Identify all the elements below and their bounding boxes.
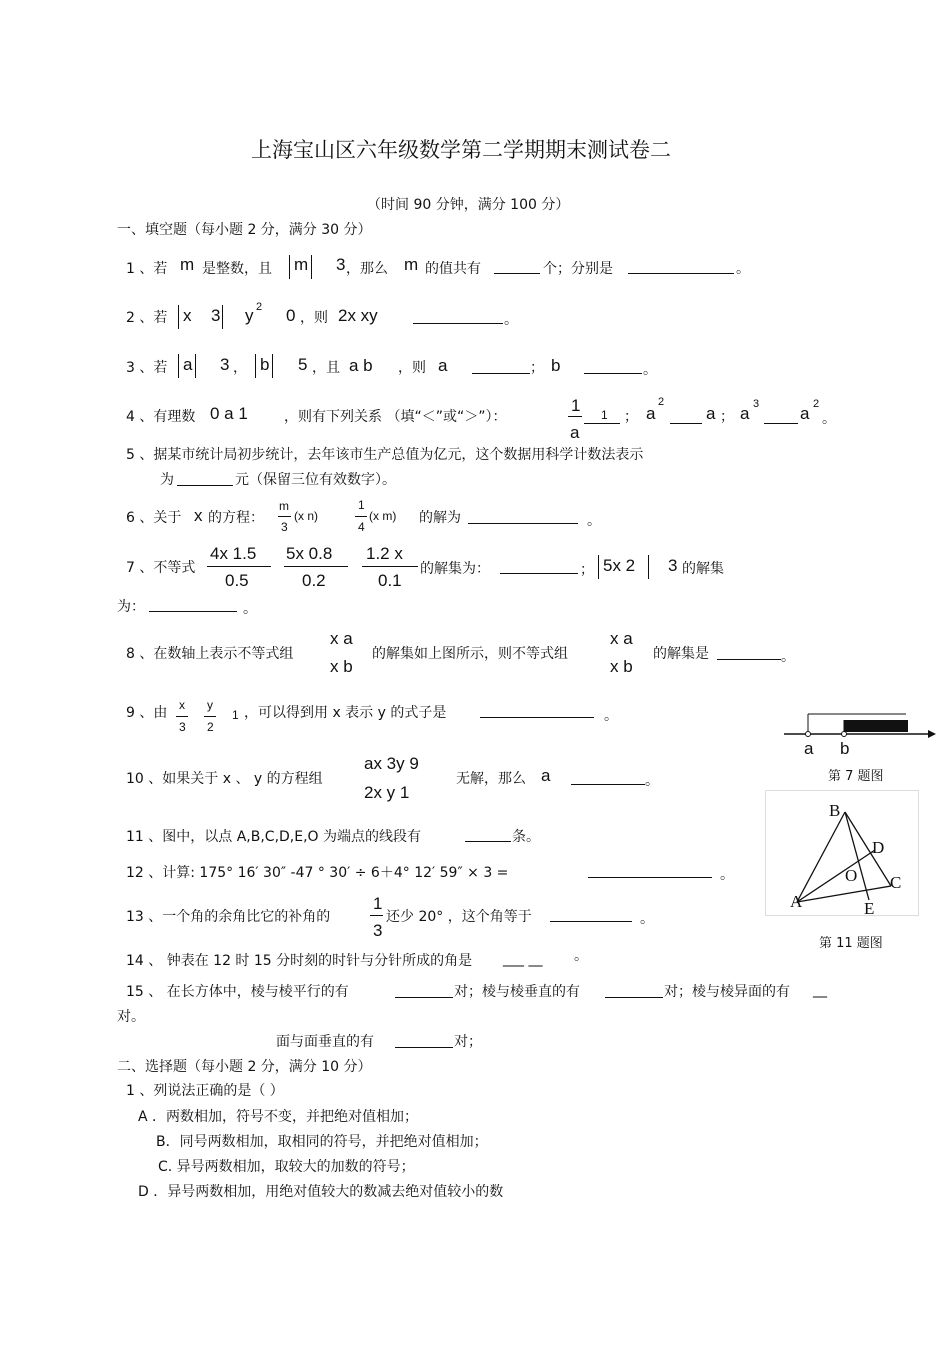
fig7-label-b: b [840, 739, 850, 758]
q7-frac3-denominator: 0.1 [378, 571, 402, 590]
q4-semicolon-2: ； [720, 409, 734, 425]
fig11-label-a: A [790, 892, 803, 911]
q13-frac-numerator: 1 [373, 894, 383, 913]
q7-abs-left-bar [598, 555, 599, 579]
q8-system1-line1: x a [330, 629, 353, 648]
q10-end: 。 [645, 773, 659, 789]
q10-blank[interactable] [571, 784, 645, 785]
q7-end: 。 [243, 601, 257, 617]
q7-text: 的解集为： [420, 561, 490, 577]
q6-frac2-numerator: 1 [358, 498, 365, 512]
q8-text: 的解集如上图所示，则不等式组 [372, 646, 568, 662]
q1-text-3: 的值共有 [425, 261, 481, 277]
q2-exponent: 2 [256, 301, 263, 313]
q6-end: 。 [587, 513, 601, 529]
fig11-label-e: E [864, 899, 875, 918]
q3-blank-1[interactable] [472, 373, 530, 374]
q10-var-a: a [541, 766, 551, 785]
q9-end: 。 [604, 708, 618, 724]
q15-blank-3[interactable]: __ [813, 982, 827, 998]
fig11-caption: 第 11 题图 [819, 936, 883, 951]
q6-blank[interactable] [468, 523, 578, 524]
q4-var-a-2: a [706, 404, 716, 423]
q2-var-x: x [183, 306, 192, 325]
q10-equation-1: ax 3y 9 [364, 754, 419, 773]
q6-frac2-bar [355, 516, 367, 517]
q7-number: 7 、不等式 [126, 560, 196, 576]
q15-line-3-end: 对； [454, 1034, 482, 1050]
q4-one: 1 [601, 408, 608, 422]
number-line-arrow [928, 730, 936, 738]
q5-line-1: 5 、据某市统计局初步统计，去年该市生产总值为亿元，这个数据用科学计数法表示 [126, 447, 644, 463]
fig11-label-o: O [845, 866, 858, 885]
fig11-label-c: C [890, 873, 902, 892]
page-title: 上海宝山区六年级数学第二学期期末测试卷二 [251, 138, 671, 162]
q12-end: 。 [720, 867, 734, 883]
point-a-marker [806, 732, 811, 737]
q4-blank-1[interactable] [584, 423, 620, 424]
q9-frac2-denominator: 2 [207, 720, 214, 734]
q4-var-a-1: a [646, 404, 656, 423]
q7-abs-right-bar [648, 555, 649, 579]
q5-line-2-prefix: 为 [160, 472, 174, 488]
segment-ad [797, 850, 875, 902]
q11-blank[interactable] [465, 841, 511, 842]
q13-text-2: 还少 20° ，这个角等于 [386, 909, 532, 925]
q8-text-2: 的解集是 [653, 646, 709, 662]
q10-equation-2: 2x y 1 [364, 783, 410, 802]
q1-abs-left-bar [289, 255, 290, 279]
q6-frac1-denominator: 3 [281, 520, 288, 534]
q14-text: 14 、 钟表在 12 时 15 分时刻的时针与分针所成的角是 [126, 953, 473, 969]
q4-end: 。 [822, 411, 836, 427]
q13-frac-denominator: 3 [373, 921, 383, 940]
q6-frac1-bar [278, 516, 291, 517]
q3-then: ，则 [398, 360, 426, 376]
q3-answer-a: a [438, 356, 448, 375]
q2-expression: 2x xy [338, 306, 378, 325]
q15-text-2: 对；棱与棱垂直的有 [454, 984, 580, 1000]
q7-blank-1[interactable] [500, 573, 578, 574]
q7-line-2-prefix: 为： [117, 599, 145, 615]
q2-zero: 0 [286, 306, 296, 325]
q15-blank-1[interactable] [395, 997, 453, 998]
q1-end: 。 [736, 261, 750, 277]
q3-number: 3 、若 [126, 360, 168, 376]
q6-frac2-denominator: 4 [358, 520, 365, 534]
fig7-caption: 第 7 题图 [828, 769, 884, 784]
q11-text: 11 、图中，以点 A,B,C,D,E,O 为端点的线段有 [126, 829, 422, 845]
q6-text: 的方程： [208, 510, 264, 526]
q3-comma: ， [233, 360, 247, 376]
q1-abs-m: m [294, 255, 309, 274]
q4-frac-numerator: 1 [571, 396, 581, 415]
q15-line-3: 面与面垂直的有 [276, 1034, 374, 1050]
q7-frac3-numerator: 1.2 x [366, 544, 403, 563]
solution-region-bar [844, 720, 908, 732]
q7-abs-expression: 5x 2 [603, 556, 636, 575]
q3-abs-b-right [272, 354, 273, 378]
q6-var-x: x [194, 506, 203, 525]
fig11-label-b: B [829, 801, 841, 820]
q1-text: 是整数，且 [202, 261, 272, 277]
q8-number: 8 、在数轴上表示不等式组 [126, 646, 294, 662]
q3-answer-b: b [551, 356, 561, 375]
q3-blank-2[interactable] [584, 373, 642, 374]
q1-text-2: ，那么 [346, 261, 388, 277]
q9-frac2-bar [204, 716, 216, 717]
q3-var-a: a [183, 355, 193, 374]
q3-abs-a-left [178, 354, 179, 378]
q4-blank-3[interactable] [764, 423, 798, 424]
q1-text-4: 个；分别是 [543, 261, 613, 277]
q5-blank[interactable] [177, 485, 233, 486]
q8-system2-line2: x b [610, 657, 633, 676]
q2-blank[interactable] [413, 323, 503, 324]
q6-number: 6 、关于 [126, 510, 182, 526]
q12-blank[interactable] [588, 877, 712, 878]
q10-number: 10 、如果关于 x 、 y 的方程组 [126, 771, 323, 787]
q2-abs-right-bar [222, 305, 223, 329]
q11-end: 条。 [512, 829, 540, 845]
q2-end: 。 [504, 312, 518, 328]
q4-frac-denominator: a [570, 423, 580, 442]
q3-five: 5 [298, 355, 308, 374]
q1-blank-2[interactable] [628, 273, 734, 274]
q3-relation: a b [349, 356, 373, 375]
q15-line-2: 对。 [117, 1009, 145, 1025]
mc1-option-c[interactable]: C. 异号两数相加，取较大的加数的符号； [158, 1159, 415, 1175]
q8-blank[interactable] [717, 659, 781, 660]
q4-exp-3: 3 [753, 398, 760, 410]
mc1-option-b[interactable]: B．同号两数相加，取相同的符号，并把绝对值相加； [156, 1134, 488, 1150]
section-choice-heading: 二、选择题（每小题 2 分，满分 10 分） [117, 1059, 372, 1075]
q4-instruction: ，则有下列关系 （填“＜”或“＞”）： [284, 409, 507, 425]
q1-number: 1 、若 [126, 261, 168, 277]
q10-text: 无解，那么 [456, 771, 526, 787]
q4-exp-2: 2 [658, 396, 665, 408]
mc1-option-a[interactable]: A ．两数相加，符号不变，并把绝对值相加； [138, 1109, 419, 1125]
fig11-label-d: D [872, 838, 885, 857]
q15-blank-2[interactable] [605, 997, 663, 998]
q3-semicolon: ； [530, 360, 544, 376]
q8-system2-line1: x a [610, 629, 633, 648]
q2-abs-left-bar [178, 305, 179, 329]
q8-end: 。 [781, 649, 795, 665]
q4-fraction-bar [568, 416, 582, 417]
q1-var-m-2: m [404, 255, 419, 274]
fig7-label-a: a [804, 739, 814, 758]
mc1-option-d[interactable]: D ．异号两数相加，用绝对值较大的数减去绝对值较小的数 [138, 1184, 504, 1200]
mc1-stem: 1 、列说法正确的是（ ） [126, 1083, 284, 1099]
q9-frac2-numerator: y [207, 698, 213, 712]
q14-blank[interactable]: ___ __ [503, 951, 543, 967]
q8-system1-line2: x b [330, 657, 353, 676]
q9-frac1-numerator: x [179, 698, 185, 712]
q9-one: 1 [232, 708, 239, 722]
q4-number: 4 、有理数 [126, 409, 196, 425]
q9-blank[interactable] [480, 717, 594, 718]
q3-var-b: b [260, 355, 270, 374]
q4-var-a-3: a [740, 404, 750, 423]
q1-var-m: m [180, 255, 195, 274]
q1-abs-right-bar [311, 255, 312, 279]
q7-frac2-numerator: 5x 0.8 [286, 544, 333, 563]
q2-number: 2 、若 [126, 310, 168, 326]
q3-end: 。 [643, 362, 657, 378]
q13-blank[interactable] [550, 921, 632, 922]
q6-text-2: 的解为 [419, 510, 461, 526]
q3-abs-b-left [255, 354, 256, 378]
q13-frac-bar [370, 915, 383, 916]
q15-text-3: 对；棱与棱异面的有 [664, 984, 790, 1000]
q4-var-a-4: a [800, 404, 810, 423]
q2-three: 3 [211, 306, 221, 325]
q7-frac2-denominator: 0.2 [302, 571, 326, 590]
triangle-figure [765, 790, 917, 914]
q2-var-y: y [245, 306, 254, 325]
q9-frac1-bar [176, 716, 188, 717]
q13-text: 13 、一个角的余角比它的补角的 [126, 909, 331, 925]
q7-frac1-numerator: 4x 1.5 [210, 544, 257, 563]
q3-three: 3 [220, 355, 230, 374]
q14-end: 。 [574, 948, 588, 964]
point-b-marker [842, 732, 847, 737]
q7-text-2: 的解集 [682, 561, 724, 577]
section-fill-in-heading: 一、填空题（每小题 2 分，满分 30 分） [117, 222, 372, 238]
q9-frac1-denominator: 3 [179, 720, 186, 734]
q7-frac1-denominator: 0.5 [225, 571, 249, 590]
q15-blank-4[interactable] [395, 1047, 453, 1048]
q4-relation: 0 a 1 [210, 404, 248, 423]
q1-blank-1[interactable] [494, 273, 540, 274]
q7-three: 3 [668, 556, 678, 575]
q4-exp-4: 2 [813, 398, 820, 410]
segment-ab [797, 812, 845, 902]
q3-abs-a-right [195, 354, 196, 378]
q12-text: 12 、计算: 175° 16′ 30″ -47 ° 30′ ÷ 6＋4° 12′ 59″ × 3 = [126, 865, 509, 881]
q4-semicolon: ； [624, 409, 638, 425]
q7-frac2-bar [284, 566, 348, 567]
q9-number: 9 、由 [126, 705, 168, 721]
q7-semicolon: ； [580, 562, 594, 578]
q6-rhs-paren: (x m) [369, 509, 397, 523]
q6-frac1-numerator: m [279, 499, 289, 513]
exam-subtitle: （时间 90 分钟，满分 100 分） [367, 197, 570, 213]
q9-text: ，可以得到用 x 表示 y 的式子是 [244, 705, 447, 721]
q7-frac3-bar [362, 566, 418, 567]
segment-ac [797, 886, 891, 902]
q1-value: 3 [336, 255, 346, 274]
q4-blank-2[interactable] [670, 423, 702, 424]
q7-blank-2[interactable] [149, 611, 237, 612]
q7-frac1-bar [207, 566, 271, 567]
q2-then: ，则 [300, 310, 328, 326]
q3-and: ，且 [312, 360, 340, 376]
q13-end: 。 [640, 911, 654, 927]
q15-text: 15 、 在长方体中，棱与棱平行的有 [126, 984, 349, 1000]
q5-line-2-suffix: 元（保留三位有效数字）。 [235, 472, 396, 488]
q6-lhs-paren: (x n) [294, 509, 318, 523]
